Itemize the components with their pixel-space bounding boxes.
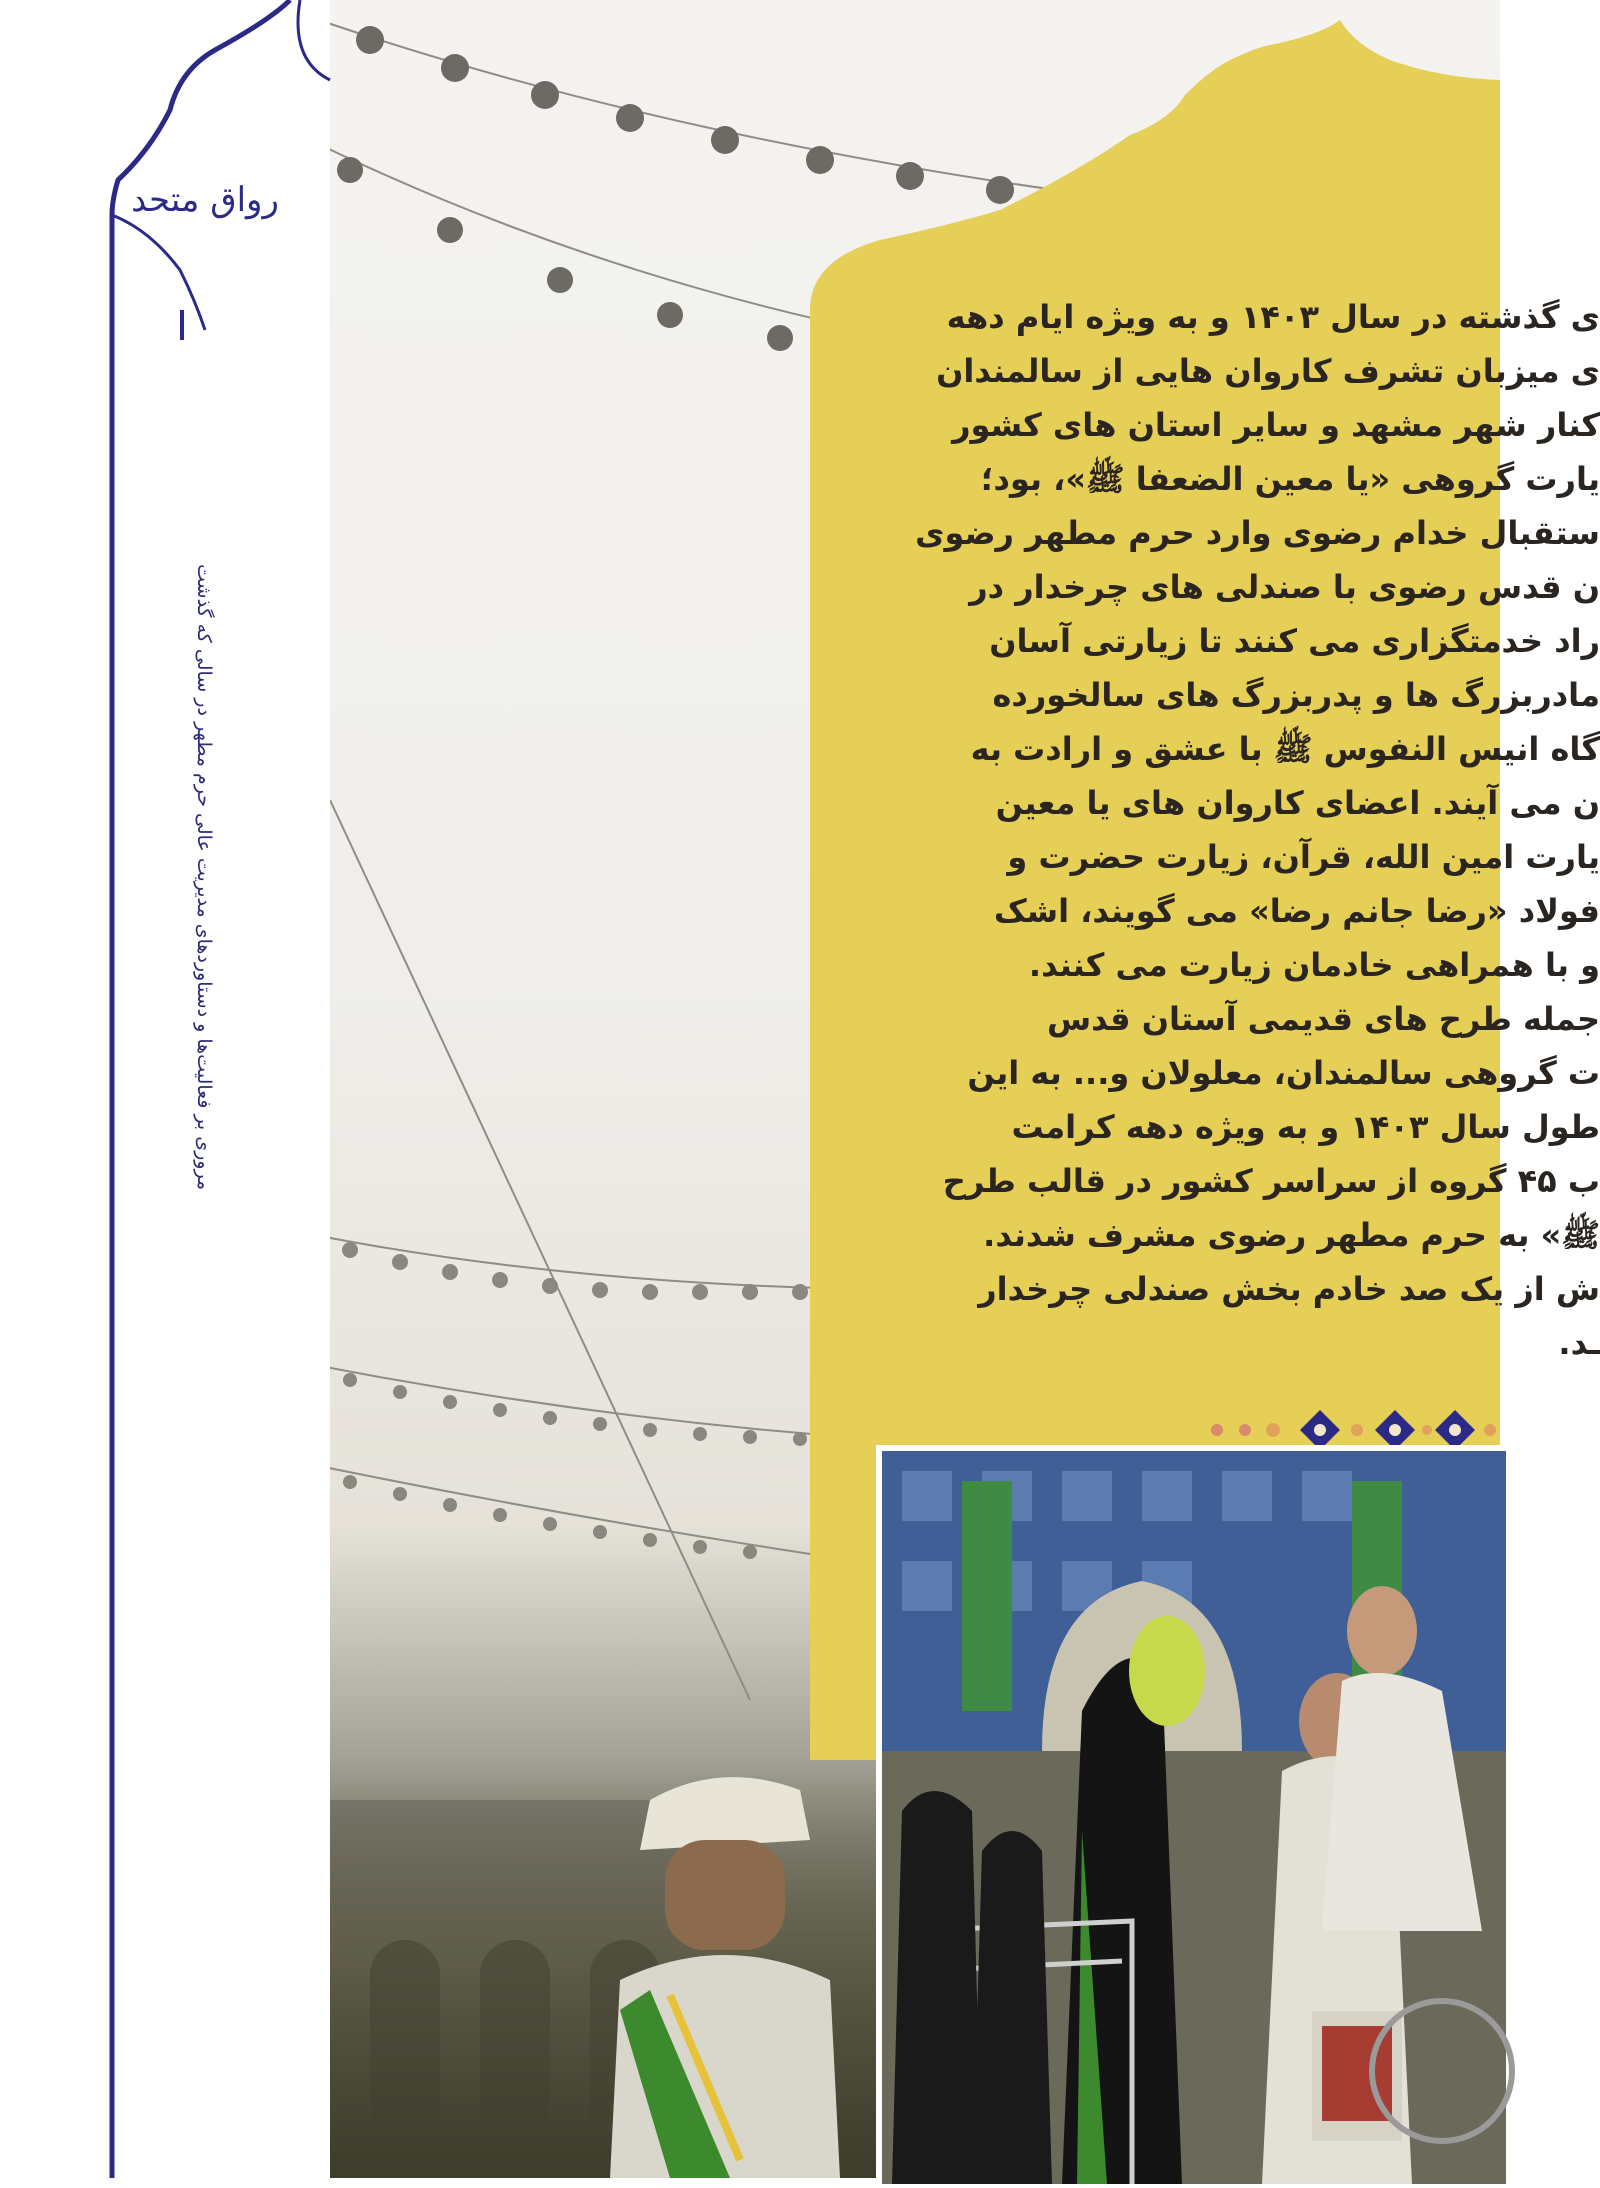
article-line: و با همراهی خادمان زیارت می کنند. [1028, 946, 1600, 984]
inset-photo [876, 1445, 1506, 2184]
servant-figure [610, 1760, 840, 2178]
article-line: ن قدس رضوی با صندلی های چرخدار در [969, 568, 1600, 606]
article-line: ـد. [1558, 1324, 1600, 1362]
sidebar-vertical-title: مروری بر فعالیت‌ها و دستاوردهای مدیریت عالی حرم مطهر در سالی که گذشت [193, 563, 215, 1190]
article-line: یارت گروهی «یا معین الضعفا ﷺ»، بود؛ [980, 460, 1600, 498]
article-line: ی گذشته در سال ۱۴۰۳ و به ویژه ایام دهه [946, 298, 1600, 336]
article-line: ب ۴۵ گروه از سراسر کشور در قالب طرح [942, 1162, 1600, 1200]
article-line: کنار شهر مشهد و سایر استان های کشور [952, 406, 1600, 444]
inset-photo-scene [882, 1451, 1506, 2184]
article-line: راد خدمتگزاری می کنند تا زیارتی آسان [989, 622, 1600, 660]
article-line: ستقبال خدام رضوی وارد حرم مطهر رضوی [915, 514, 1600, 552]
magazine-logo: رواق متحد [131, 180, 279, 220]
article-line: ی میزبان تشرف کاروان هایی از سالمندان [936, 352, 1600, 390]
article-line: ﷺ» به حرم مطهر رضوی مشرف شدند. [983, 1216, 1600, 1254]
article-line: ن می آیند. اعضای کاروان های یا معین [995, 784, 1600, 822]
left-frame [0, 0, 330, 2178]
article-line: یارت امین الله، قرآن، زیارت حضرت و [1007, 838, 1600, 876]
article-line: طول سال ۱۴۰۳ و به ویژه دهه کرامت [1011, 1108, 1600, 1146]
article-line: جمله طرح های قدیمی آستان قدس [1046, 1000, 1600, 1038]
article-line: گاه انیس النفوس ﷺ با عشق و ارادت به [970, 730, 1600, 768]
article-line: مادربزرگ ها و پدربزرگ های سالخورده [992, 676, 1600, 714]
article-line: ش از یک صد خادم بخش صندلی چرخدار [978, 1270, 1600, 1308]
frame-border [0, 0, 330, 2178]
article-line: فولاد «رضا جانم رضا» می گویند، اشک [993, 892, 1600, 930]
article-line: ت گروهی سالمندان، معلولان و... به این [967, 1054, 1600, 1092]
